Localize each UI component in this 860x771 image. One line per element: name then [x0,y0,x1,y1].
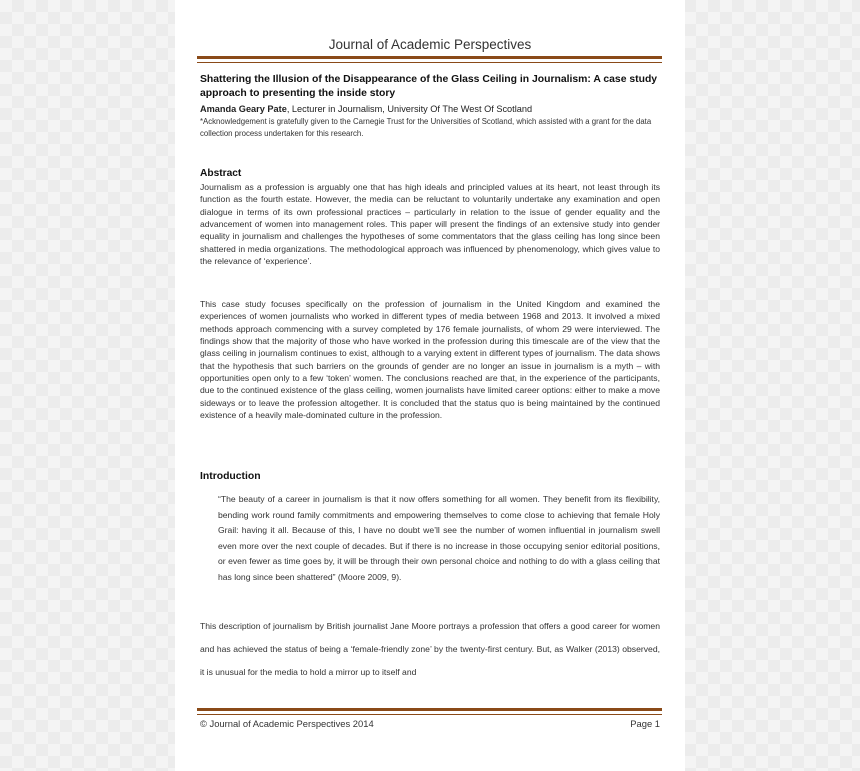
article-title: Shattering the Illusion of the Disappearance of the Glass Ceiling in Journalism: A case study approach to presenting the inside story [200,74,658,99]
author-name: Amanda Geary Pate [200,104,287,114]
page-number: Page 1 [630,718,660,729]
author-affiliation: , Lecturer in Journalism, University Of The West Of Scotland [286,104,533,114]
abstract-paragraph-1: Journalism as a profession is arguably one that has high ideals and principled values at its heart, not least through its function as the fourth estate. However, the media can be reluctant to voluntarily undertake any examination and open dialogue in terms of its own professional practices – particularly in relation to the issue of gender equality and the advancement of women into management roles. This paper will present the findings of an extensive study into gender equality in journalism and challenges the hypotheses of some commentators that the glass ceiling has long since been shattered in media organizations. The methodological approach was influenced by phenomenology, which gives value to the relevance of ‘experience’. [200,182,660,267]
header-rule [197,56,662,63]
footer-rule [197,708,662,715]
footer-copyright: © Journal of Academic Perspectives 2014 [200,718,374,729]
introduction-heading: Introduction [200,471,261,482]
abstract-paragraph-2: This case study focuses specifically on the profession of journalism in the United Kingdom and examined the experiences of women journalists who worked in different types of media between 1968 and 2013. It involved a mixed methods approach commencing with a survey completed by 176 female journalists, of whom 29 were interviewed. The findings show that the majority of those who have worked in the profession during this timescale are of the view that the glass ceiling in journalism continues to exist, although to a varying extent in different types of journalism. The data shows that the hypothesis that such barriers on the grounds of gender are no longer an issue in journalism is a myth – with opportunities open only to a few ‘token’ women. The conclusions reached are that, in the experience of the participants, due to the continued existence of the glass ceiling, women journalists have limited career options: either to make a move sideways or to leave the profession altogether. It is concluded that the status quo is being maintained by the continued existence of a heavily male-dominated culture in the profession. [200,299,660,421]
journal-header: Journal of Academic Perspectives [328,37,532,52]
author-line [200,103,660,115]
abstract-heading: Abstract [200,168,242,179]
acknowledgement: *Acknowledgement is gratefully given to the Carnegie Trust for the Universities of Scotland, which assisted with a grant for the data collection process undertaken for this research. [200,117,652,138]
block-quote: “The beauty of a career in journalism is that it now offers something for all women. They benefit from its flexibility, bending work round family commitments and empowering themselves to come close to achieving that female Holy Grail: having it all. Because of this, I have no doubt we’ll see the number of women influential in journalism swell even more over the next couple of decades. But if there is no increase in those occupying senior editorial positions, or even fewer as time goes by, it will be through their own personal choice and nothing to do with a glass ceiling that has long since been shattered” (Moore 2009, 9). [218,494,660,582]
introduction-paragraph: This description of journalism by British journalist Jane Moore portrays a profession that offers a good career for women and has achieved the status of being a ‘female-friendly zone’ by the twenty-first century. But, as Walker (2013) observed, it is unusual for the media to hold a mirror up to itself and [200,621,660,677]
document-page [175,0,685,771]
